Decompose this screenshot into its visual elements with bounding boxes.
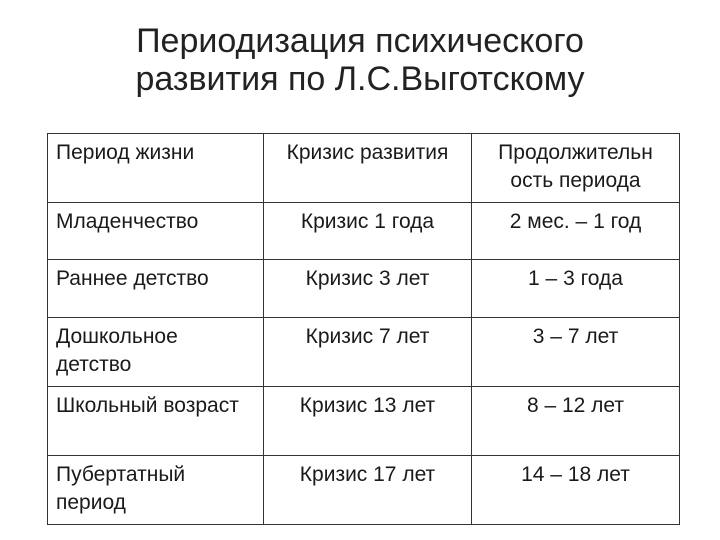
slide-title xyxy=(0,22,720,98)
table-row xyxy=(48,260,680,318)
header-duration: Продолжительн ость периода xyxy=(472,134,680,203)
title-line-1: Периодизация психического xyxy=(136,22,584,60)
period-cell: Дошкольное детство xyxy=(48,318,264,387)
header-period: Период жизни xyxy=(48,134,264,203)
duration-cell: 3 – 7 лет xyxy=(472,318,680,387)
duration-cell: 14 – 18 лет xyxy=(472,456,680,525)
crisis-cell: Кризис 7 лет xyxy=(264,318,472,387)
period-cell: Младенчество xyxy=(48,203,264,260)
periodization-table xyxy=(47,133,680,525)
table-row xyxy=(48,318,680,387)
title-line-2: развития по Л.С.Выготскому xyxy=(135,60,585,98)
period-cell: Школьный возраст xyxy=(48,387,264,456)
period-cell: Раннее детство xyxy=(48,260,264,318)
header-crisis: Кризис развития xyxy=(264,134,472,203)
crisis-cell: Кризис 1 года xyxy=(264,203,472,260)
table-row xyxy=(48,456,680,525)
duration-cell: 2 мес. – 1 год xyxy=(472,203,680,260)
table-header-row xyxy=(48,134,680,203)
table-row xyxy=(48,387,680,456)
crisis-cell: Кризис 13 лет xyxy=(264,387,472,456)
table-row xyxy=(48,203,680,260)
duration-cell: 1 – 3 года xyxy=(472,260,680,318)
period-cell: Пубертатный период xyxy=(48,456,264,525)
crisis-cell: Кризис 3 лет xyxy=(264,260,472,318)
duration-cell: 8 – 12 лет xyxy=(472,387,680,456)
crisis-cell: Кризис 17 лет xyxy=(264,456,472,525)
